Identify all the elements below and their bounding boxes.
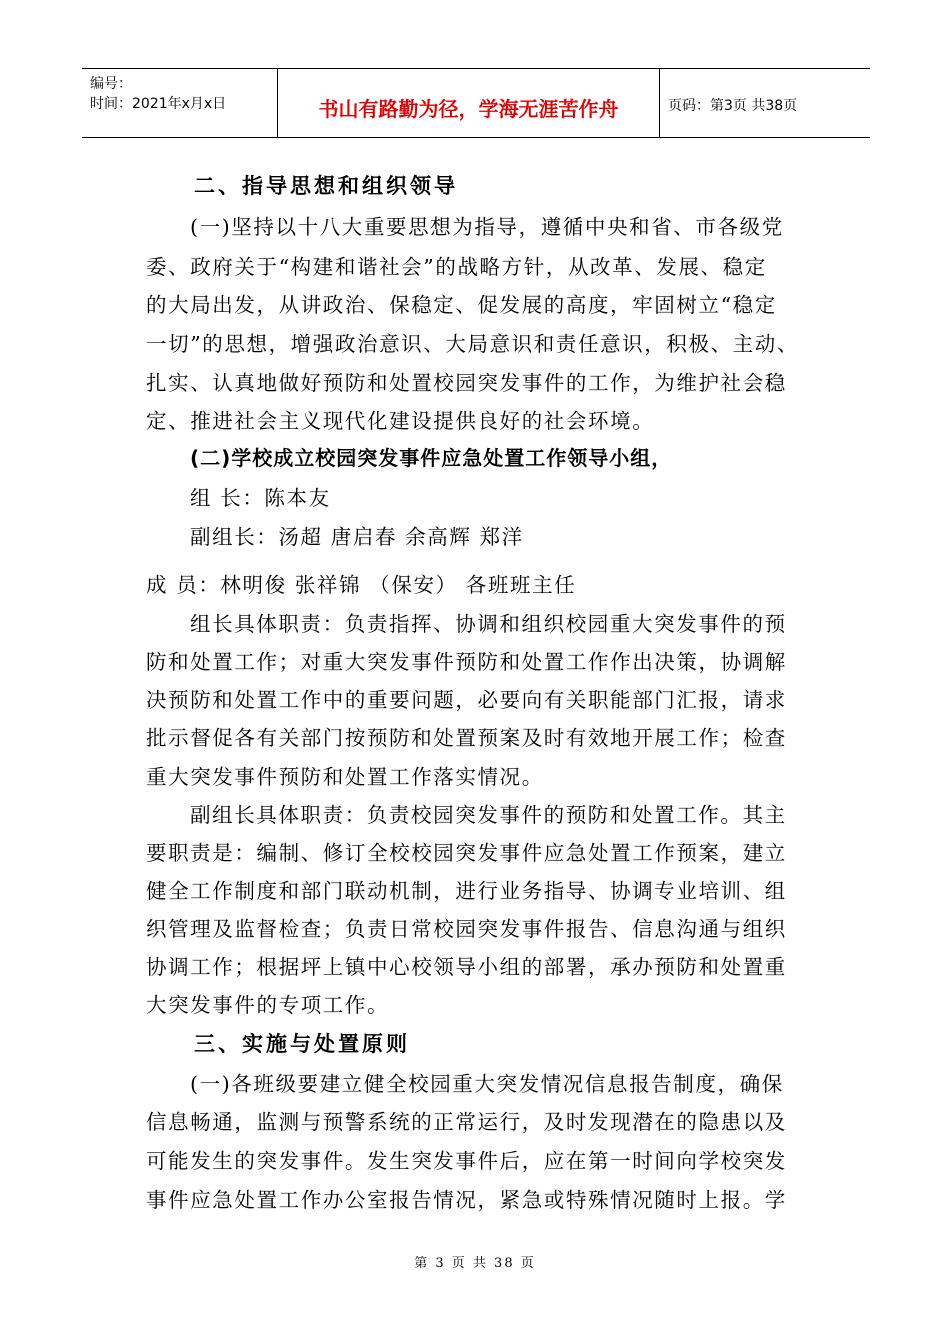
paragraph-line: 防和处置工作；对重大突发事件预防和处置工作作出决策，协调解: [146, 650, 787, 674]
paragraph-line: 织管理及监督检查；负责日常校园突发事件报告、信息沟通与组织: [146, 917, 787, 941]
paragraph-line: 可能发生的突发事件。发生突发事件后，应在第一时间向学校突发: [146, 1149, 787, 1173]
leader-line: 组 长：陈本友: [190, 486, 331, 510]
paragraph-line: 大突发事件的专项工作。: [146, 993, 390, 1017]
members-line: 成 员：林明俊 张祥锦 （保安） 各班班主任: [146, 573, 577, 597]
section-heading: 二、指导思想和组织领导: [194, 174, 458, 198]
paragraph-line: 组长具体职责：负责指挥、协调和组织校园重大突发事件的预: [190, 612, 787, 636]
paragraph-line: 的大局出发，从讲政治、保稳定、促发展的高度，牢固树立“稳定: [146, 293, 777, 317]
number-label: 编号：: [90, 76, 132, 92]
date-label: 时间：2021年x月x日: [90, 96, 227, 112]
subsection-heading: (二)学校成立校园突发事件应急处置工作领导小组，: [190, 446, 673, 470]
paragraph-line: 定、推进社会主义现代化建设提供良好的社会环境。: [146, 409, 655, 433]
paragraph-line: 决预防和处置工作中的重要问题，必要向有关职能部门汇报，请求: [146, 688, 787, 712]
paragraph-line: 协调工作；根据坪上镇中心校领导小组的部署，承办预防和处置重: [146, 955, 787, 979]
paragraph-line: 要职责是：编制、修订全校校园突发事件应急处置工作预案，建立: [146, 841, 787, 865]
deputy-leader-line: 副组长：汤超 唐启春 余高辉 郑洋: [190, 525, 524, 549]
paragraph-line: 扎实、认真地做好预防和处置校园突发事件的工作，为维护社会稳: [146, 371, 787, 395]
paragraph-line: 重大突发事件预防和处置工作落实情况。: [146, 765, 544, 789]
header-page-cell: [660, 69, 870, 137]
paragraph-line: 事件应急处置工作办公室报告情况，紧急或特殊情况随时上报。学: [146, 1188, 787, 1212]
paragraph-line: 委、政府关于“构建和谐社会”的战略方针，从改革、发展、稳定: [146, 255, 767, 279]
paragraph-line: 健全工作制度和部门联动机制，进行业务指导、协调专业培训、组: [146, 879, 787, 903]
header-meta-cell: [82, 69, 278, 137]
paragraph-line: 信息畅通，监测与预警系统的正常运行，及时发现潜在的隐患以及: [146, 1110, 787, 1134]
section-heading: 三、实施与处置原则: [194, 1032, 410, 1056]
paragraph-line: (一)坚持以十八大重要思想为指导，遵循中央和省、市各级党: [190, 215, 784, 239]
motto-text: 书山有路勤为径，学海无涯苦作舟: [318, 97, 619, 121]
page-code: 页码：第3页 共38页: [668, 98, 798, 114]
paragraph-line: 副组长具体职责：负责校园突发事件的预防和处置工作。其主: [190, 803, 787, 827]
paragraph-line: (一)各班级要建立健全校园重大突发情况信息报告制度，确保: [190, 1072, 784, 1096]
page-footer: 第 3 页 共 38 页: [414, 1256, 536, 1271]
paragraph-line: 一切”的思想，增强政治意识、大局意识和责任意识，积极、主动、: [146, 332, 799, 356]
paragraph-line: 批示督促各有关部门按预防和处置预案及时有效地开展工作；检查: [146, 726, 787, 750]
page-header: [82, 68, 870, 138]
header-motto-cell: [278, 69, 660, 137]
